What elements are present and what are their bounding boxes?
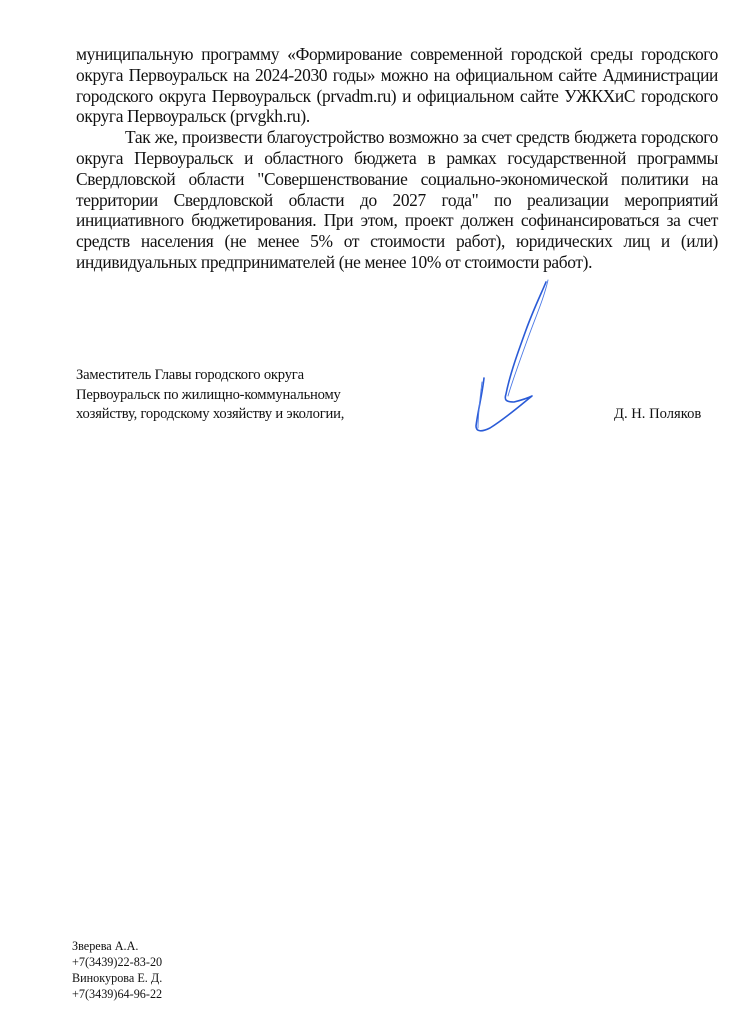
handwritten-signature	[470, 278, 560, 438]
position-line: Первоуральск по жилищно-коммунальному	[76, 386, 341, 403]
signer-position	[76, 366, 344, 425]
letter-body	[76, 44, 718, 273]
contact-phone: +7(3439)22-83-20	[72, 955, 163, 969]
paragraph-continuation: муниципальную программу «Формирование современной городской среды городского округа Первоуральск на 2024-2030 годы» можно на официальном сайте Администрации городского округа Первоуральск (prvadm.ru) и официальном сайте УЖКХиС городского округа Первоуральск (prvgkh.ru).	[76, 44, 718, 127]
position-line: Заместитель Главы городского округа	[76, 367, 304, 383]
signature-stroke	[508, 280, 548, 396]
contact-name: Винокурова Е. Д.	[72, 971, 163, 985]
contact-phone: +7(3439)64-96-22	[72, 987, 163, 1001]
executor-contacts	[72, 938, 162, 1002]
contact-name: Зверева А.А.	[72, 939, 139, 953]
signer-name: Д. Н. Поляков	[614, 406, 702, 422]
position-line: хозяйству, городскому хозяйству и экологии,	[76, 406, 345, 422]
paragraph-funding: Так же, произвести благоустройство возможно за счет средств бюджета городского округа Первоуральск и областного бюджета в рамках государственной программы Свердловской области "Совершенствование социально-экономической политики на территории Свердловской области до 2027 года" по реализации мероприятий инициативного бюджетирования. При этом, проект должен софинансироваться за счет средств населения (не менее 5% от стоимости работ), юридических лиц и (или) индивидуальных предпринимателей (не менее 10% от стоимости работ).	[76, 127, 718, 272]
signature-stroke	[476, 282, 546, 431]
